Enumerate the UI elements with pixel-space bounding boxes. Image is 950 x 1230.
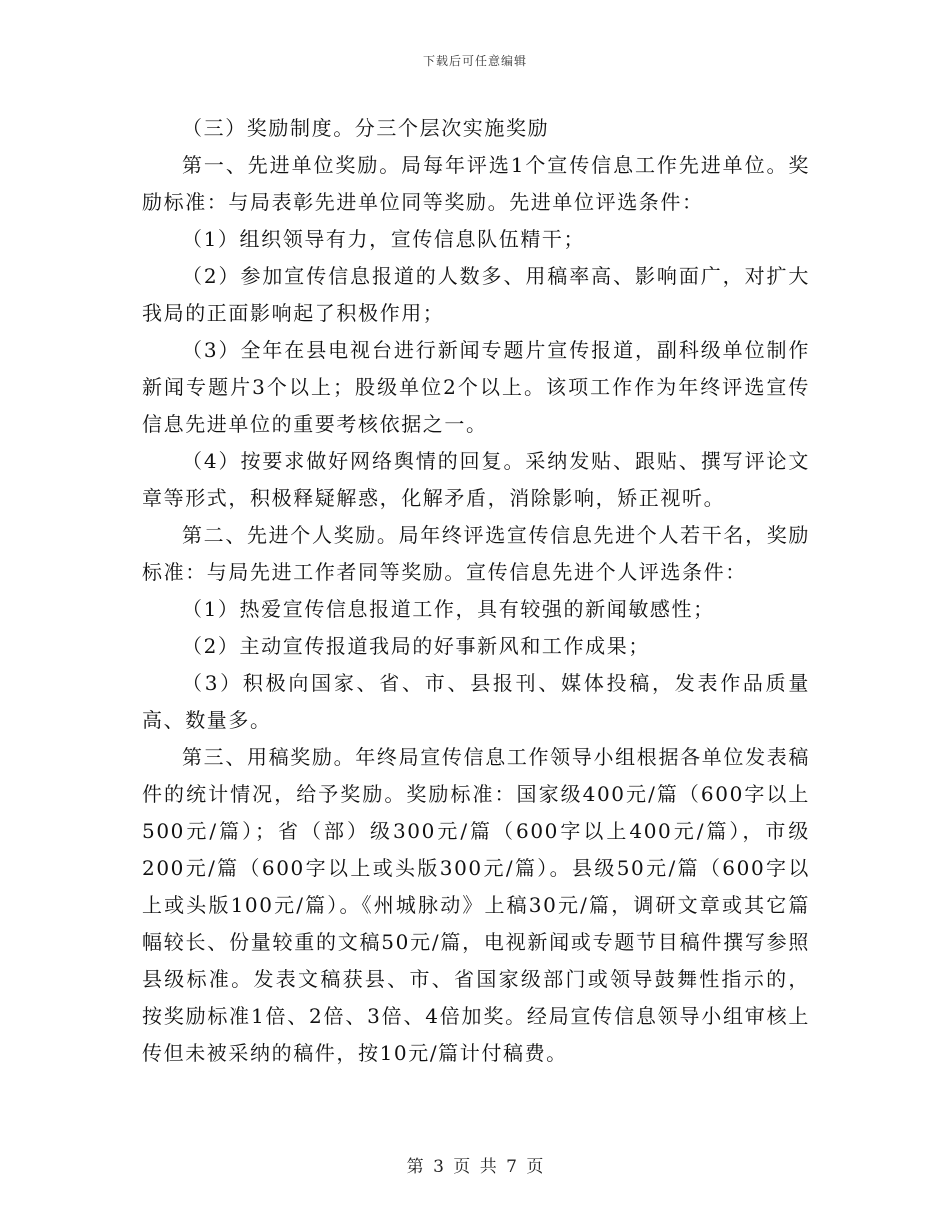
paragraph: （4）按要求做好网络舆情的回复。采纳发贴、跟贴、撰写评论文章等形式，积极释疑解惑，化解矛盾，消除影响，矫正视听。: [142, 449, 810, 510]
paragraph: （1）组织领导有力，宣传信息队伍精干；: [182, 227, 586, 251]
paragraph: （3）全年在县电视台进行新闻专题片宣传报道，副科级单位制作新闻专题片3个以上；股级单位2个以上。该项工作作为年终评选宣传信息先进单位的重要考核依据之一。: [142, 338, 810, 436]
page-number-footer: 第 3 页 共 7 页: [406, 1157, 544, 1177]
paragraph: 第三、用稿奖励。年终局宣传信息工作领导小组根据各单位发表稿件的统计情况，给予奖励。奖励标准：国家级400元/篇（600字以上500元/篇）；省（部）级300元/篇（600字以上400元/篇），市级200元/篇（600字以上或头版300元/篇）。县级50元/篇（600字以上或头版100元/篇）。《州城脉动》上稿30元/篇，调研文章或其它篇幅较长、份量较重的文稿50元/篇，电视新闻或专题节目稿件撰写参照县级标准。发表文稿获县、市、省国家级部门或领导鼓舞性指示的，按奖励标准1倍、2倍、3倍、4倍加奖。经局宣传信息领导小组审核上传但未被采纳的稿件，按10元/篇计付稿费。: [142, 745, 810, 1065]
paragraph: （2）主动宣传报道我局的好事新风和工作成果；: [182, 634, 650, 658]
paragraph: （2）参加宣传信息报道的人数多、用稿率高、影响面广，对扩大我局的正面影响起了积极作用；: [142, 264, 810, 325]
section-heading: （三）奖励制度。分三个层次实施奖励: [182, 116, 550, 140]
paragraph: （3）积极向国家、省、市、县报刊、媒体投稿，发表作品质量高、数量多。: [142, 671, 810, 732]
paragraph: （1）热爱宣传信息报道工作，具有较强的新闻敏感性；: [182, 597, 715, 621]
paragraph: 第二、先进个人奖励。局年终评选宣传信息先进个人若干名，奖励标准：与局先进工作者同等奖励。宣传信息先进个人评选条件：: [142, 523, 810, 584]
paragraph: 第一、先进单位奖励。局每年评选1个宣传信息工作先进单位。奖励标准：与局表彰先进单位同等奖励。先进单位评选条件：: [142, 153, 810, 214]
page-header: 下载后可任意编辑: [422, 54, 527, 68]
document-body: [142, 110, 810, 1072]
